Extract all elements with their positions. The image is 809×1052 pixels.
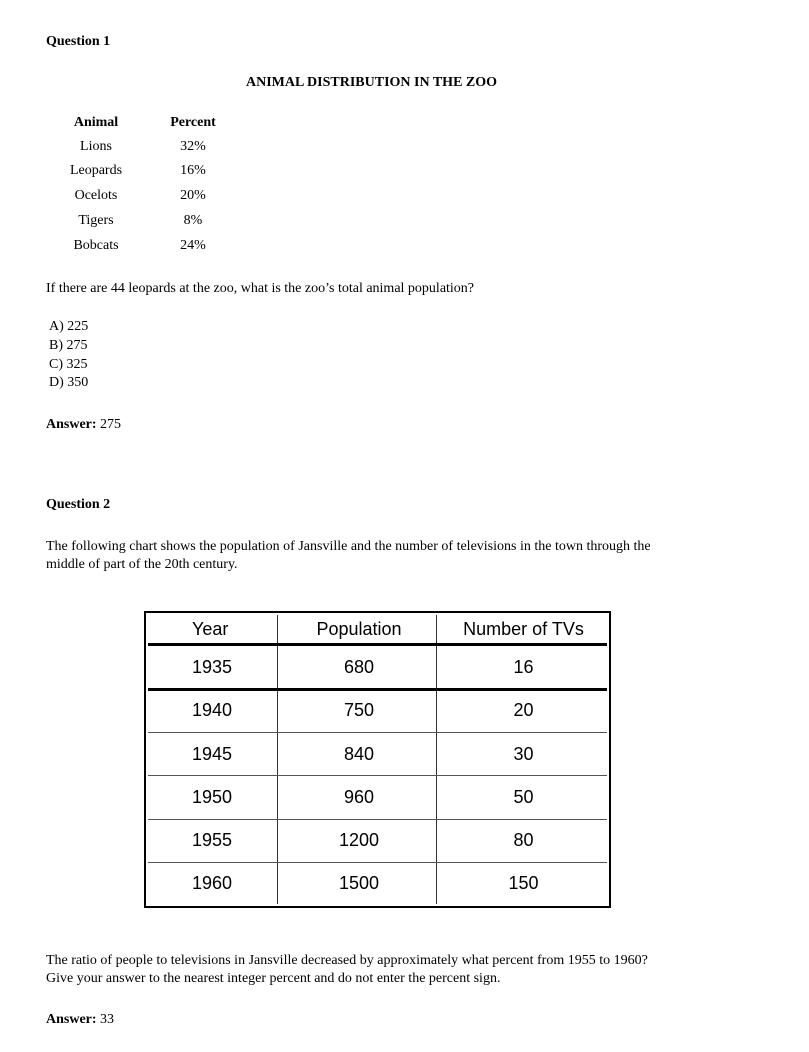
- row-divider: [148, 775, 607, 776]
- zoo-table-header: [60, 115, 240, 139]
- question-2-title: Question 2: [46, 497, 111, 512]
- year-column-header: Year: [192, 619, 229, 639]
- animal-cell: Bobcats: [73, 238, 119, 253]
- table-row: [60, 238, 240, 262]
- tvs-cell: 20: [513, 700, 534, 720]
- question-1-title: Question 1: [46, 34, 111, 49]
- table-row: [60, 188, 240, 212]
- option-a: A) 225: [49, 319, 89, 334]
- population-cell: 840: [343, 744, 375, 764]
- answer-label: Answer:: [46, 1012, 97, 1027]
- intro-line: middle of part of the 20th century.: [46, 557, 238, 572]
- tvs-cell: 50: [513, 787, 534, 807]
- tvs-cell: 80: [513, 830, 534, 850]
- population-cell: 750: [343, 700, 375, 720]
- population-cell: 1200: [338, 830, 380, 850]
- population-cell: 1500: [338, 873, 380, 893]
- question-2-answer: [46, 1011, 114, 1029]
- percent-column-header: Percent: [170, 115, 216, 130]
- option-d: D) 350: [49, 375, 89, 390]
- table-row: [60, 163, 240, 187]
- header-divider: [148, 643, 607, 646]
- percent-cell: 24%: [180, 238, 206, 253]
- row-divider: [148, 688, 607, 691]
- animal-cell: Leopards: [69, 163, 123, 178]
- question-1-answer: [46, 416, 121, 434]
- animal-cell: Lions: [80, 139, 112, 154]
- population-cell: 680: [343, 657, 375, 677]
- percent-cell: 32%: [180, 139, 206, 154]
- column-divider: [277, 615, 278, 904]
- table-row: [60, 139, 240, 163]
- tvs-cell: 30: [513, 744, 534, 764]
- tvs-cell: 150: [508, 873, 539, 893]
- row-divider: [148, 732, 607, 733]
- row-divider: [148, 862, 607, 863]
- year-cell: 1955: [192, 830, 233, 850]
- population-tv-table: [144, 611, 611, 908]
- question-2-prompt: [46, 952, 766, 988]
- year-cell: 1950: [192, 787, 233, 807]
- option-b: B) 275: [49, 338, 88, 353]
- table-row: [60, 213, 240, 237]
- animal-column-header: Animal: [73, 115, 119, 130]
- prompt-line: The ratio of people to televisions in Jansville decreased by approximately what percent from 1955 to 1960?: [46, 953, 648, 968]
- answer-label: Answer:: [46, 417, 97, 432]
- option-c: C) 325: [49, 357, 88, 372]
- question-2-intro: [46, 538, 766, 574]
- population-column-header: Population: [316, 619, 402, 639]
- year-cell: 1935: [192, 657, 233, 677]
- answer-value: 33: [100, 1012, 115, 1027]
- tvs-column-header: Number of TVs: [463, 619, 584, 639]
- population-cell: 960: [343, 787, 375, 807]
- percent-cell: 8%: [183, 213, 203, 228]
- year-cell: 1940: [192, 700, 233, 720]
- zoo-table-title: ANIMAL DISTRIBUTION IN THE ZOO: [246, 75, 498, 90]
- tvs-cell: 16: [513, 657, 534, 677]
- animal-cell: Tigers: [78, 213, 114, 228]
- answer-value: 275: [100, 417, 122, 432]
- row-divider: [148, 819, 607, 820]
- year-cell: 1945: [192, 744, 233, 764]
- intro-line: The following chart shows the population of Jansville and the number of televisions in the town through the: [46, 539, 651, 554]
- year-cell: 1960: [192, 873, 233, 893]
- table-grid: [148, 615, 607, 904]
- percent-cell: 16%: [180, 163, 206, 178]
- animal-cell: Ocelots: [74, 188, 118, 203]
- prompt-line: Give your answer to the nearest integer percent and do not enter the percent sign.: [46, 971, 501, 986]
- percent-cell: 20%: [180, 188, 206, 203]
- question-1-prompt: If there are 44 leopards at the zoo, what is the zoo’s total animal population?: [46, 281, 475, 296]
